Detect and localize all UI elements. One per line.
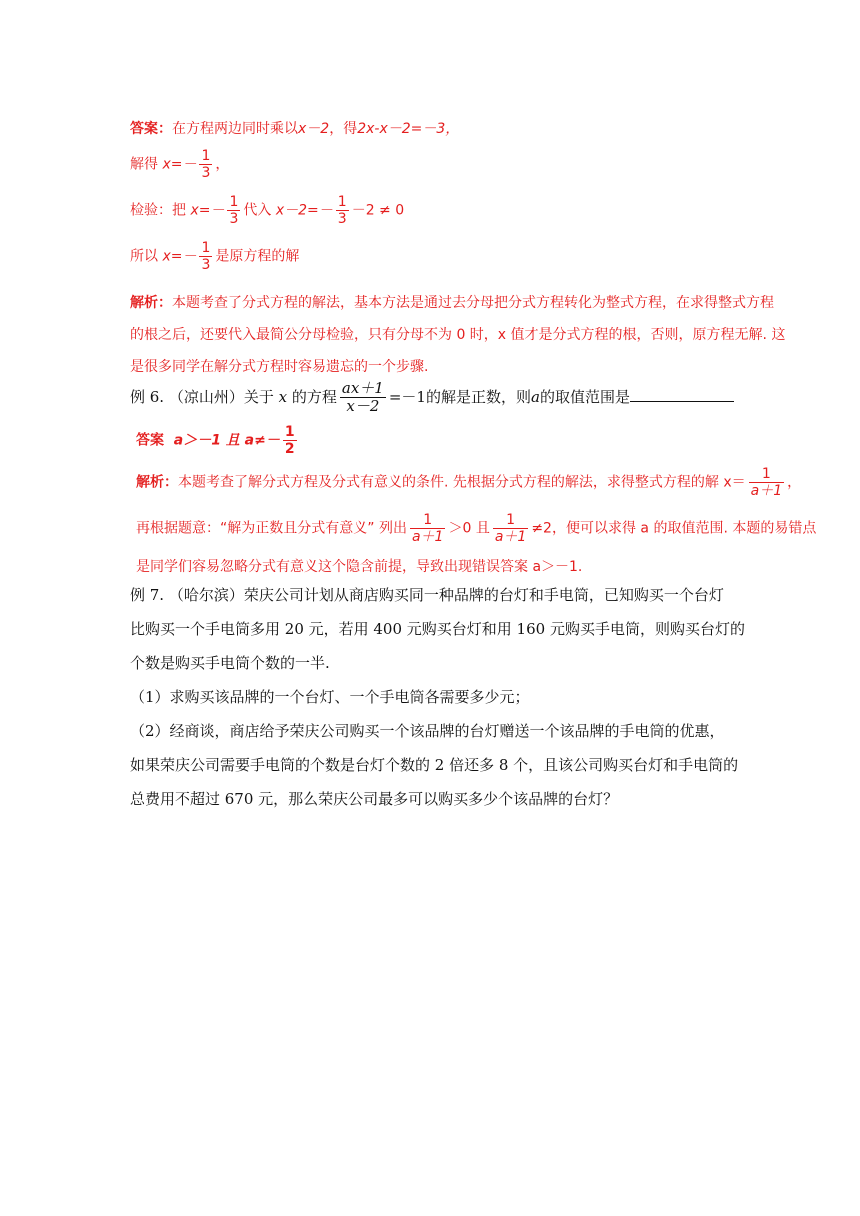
answer-line-1: 答案：在方程两边同时乘以x－2，得2x-x－2=－3， <box>130 121 460 137</box>
fraction: $\frac{1}{a+1}$ <box>750 466 783 500</box>
fraction: $\frac{1}{a+1}$ <box>411 512 444 546</box>
example-7-line-2: 比购买一个手电筒多用 20 元，若用 400 元购买台灯和用 160 元购买手电筒，则购买台灯的 <box>130 620 745 638</box>
fraction: $\frac{1}{2}$ <box>284 424 295 458</box>
example-7-question-2: （2）经商谈，商店给予荣庆公司购买一个该品牌的台灯赠送一个该品牌的手电筒的优惠， <box>130 722 725 740</box>
example-6: 例 6. （凉山州）关于 x 的方程 $\frac{ax+1}{x-2}$ =－1的解是正数，则a的取值范围是 <box>130 380 734 416</box>
example-7-line-6: 如果荣庆公司需要手电筒的个数是台灯个数的 2 倍还多 8 个，且该公司购买台灯和手电筒的 <box>130 756 739 774</box>
fraction: $\frac{ax+1}{x-2}$ <box>341 379 384 416</box>
answer-line-2: 解得 x=－ $\frac{1}{3}$ ， <box>130 148 230 182</box>
answer-line-4: 所以 x=－ $\frac{1}{3}$ 是原方程的解 <box>130 240 300 274</box>
answer-6: 答案 a＞－1 且 a≠－ $\frac{1}{2}$ <box>136 424 295 458</box>
analysis-6-line-3: 是同学们容易忽略分式有意义这个隐含前提，导致出现错误答案 a＞－1. <box>136 559 583 575</box>
fraction: $\frac{1}{3}$ <box>337 194 347 228</box>
answer-label: 答案： <box>130 121 172 137</box>
fraction: $\frac{1}{3}$ <box>201 148 211 182</box>
analysis-line-3: 是很多同学在解分式方程时容易遗忘的一个步骤. <box>130 359 429 375</box>
fraction: $\frac{1}{3}$ <box>201 240 211 274</box>
answer-line-3: 检验：把 x=－ $\frac{1}{3}$ 代入 x－2=－ $\frac{1}{3}$ －2 ≠ 0 <box>130 194 405 228</box>
analysis-6-line-1: 解析：本题考查了解分式方程及分式有意义的条件. 先根据分式方程的解法，求得整式方程的解 x＝ $\frac{1}{a+1}$ ， <box>136 466 802 500</box>
fraction: $\frac{1}{3}$ <box>229 194 239 228</box>
analysis-line-2: 的根之后，还要代入最简公分母检验，只有分母不为 0 时，x 值才是分式方程的根，否则，原方程无解. 这 <box>130 327 786 343</box>
example-7-question-1: （1）求购买该品牌的一个台灯、一个手电筒各需要多少元； <box>130 688 530 706</box>
analysis-line-1: 解析：本题考查了分式方程的解法，基本方法是通过去分母把分式方程转化为整式方程，在求得整式方程 <box>130 295 774 311</box>
answer-label: 答案 <box>136 432 164 449</box>
analysis-6-line-2: 再根据题意：“解为正数且分式有意义” 列出 $\frac{1}{a+1}$ ＞0 且 $\frac{1}{a+1}$ ≠2，便可以求得 a 的取值范围. 本题的易错点 <box>136 512 817 546</box>
example-7-line-1: 例 7. （哈尔滨）荣庆公司计划从商店购买同一种品牌的台灯和手电筒，已知购买一个台灯 <box>130 586 724 604</box>
example-7-line-3: 个数是购买手电筒个数的一半. <box>130 654 330 672</box>
analysis-label: 解析： <box>136 474 178 491</box>
fraction: $\frac{1}{a+1}$ <box>494 512 527 546</box>
answer-blank <box>630 387 734 402</box>
example-7-line-7: 总费用不超过 670 元，那么荣庆公司最多可以购买多少个该品牌的台灯？ <box>130 790 619 808</box>
analysis-label: 解析： <box>130 295 172 311</box>
